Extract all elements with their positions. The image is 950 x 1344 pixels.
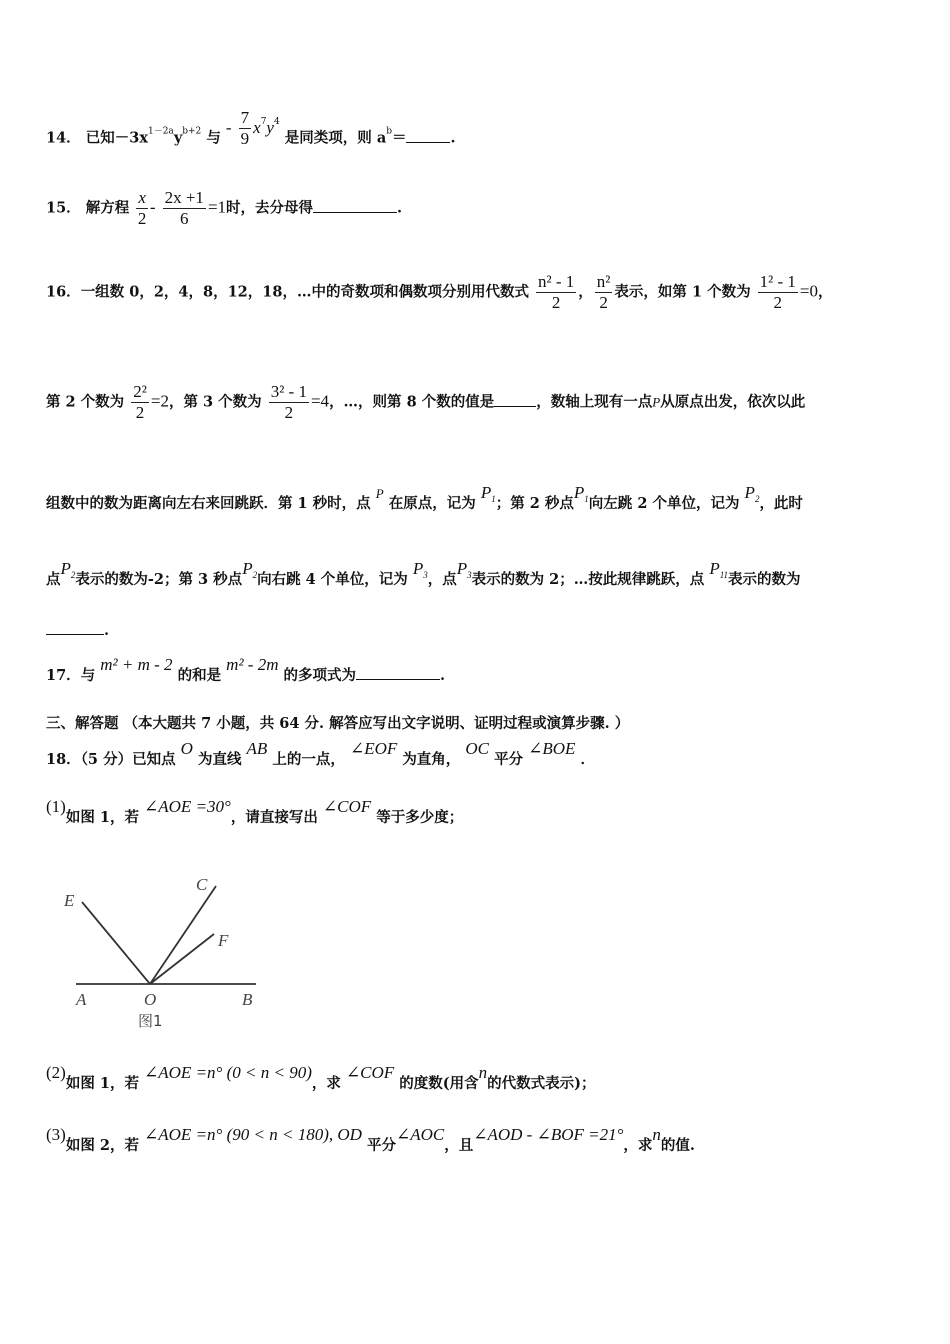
q17-end: .: [440, 667, 446, 684]
q16-l4-p2b: [242, 559, 257, 578]
q16-l4-e: 表示的数为 2；…按此规律跳跃，点: [471, 571, 705, 588]
q16-l4-p2: [61, 559, 76, 578]
q16-frac-ex1-den: 2: [773, 293, 783, 312]
figure-1-caption: 图1: [138, 1012, 163, 1030]
label-b: B: [242, 990, 253, 1009]
q16-l3-p1-letter: P: [480, 483, 492, 502]
q16-l3-p2-sub: 2: [754, 494, 760, 504]
figure-1: [56, 868, 276, 1038]
q15-f1-num: x: [138, 188, 146, 207]
q16-l4-p2-letter: P: [60, 559, 71, 578]
q16-l3-p: P: [375, 486, 384, 501]
q18-p3-n: n: [652, 1125, 661, 1144]
q16-l3-p1-sub: 1: [491, 494, 496, 504]
q16-frac-odd-den: 2: [551, 293, 561, 312]
q16-l3-p2-letter: P: [744, 483, 755, 502]
q16-frac-ex3-den: 2: [284, 403, 294, 422]
q17-number: 17．: [46, 667, 81, 684]
q15-f2-num: 2x +1: [164, 188, 204, 207]
q18-p3-expr2: ∠AOD - ∠BOF =21°: [473, 1125, 624, 1144]
q14-ab-exp: b: [386, 126, 392, 137]
q14-eq: ＝: [391, 129, 407, 147]
q16-frac-even-den: 2: [599, 293, 608, 312]
q16-answer-blank-2: [46, 620, 104, 635]
ray-of: [150, 934, 214, 984]
q18-p3-e: 的值.: [660, 1137, 695, 1154]
q18-part-1: [46, 797, 464, 827]
q14-frac-den: 9: [240, 129, 250, 148]
q15-f1-den: 2: [137, 209, 147, 228]
q16-text-2: 表示，如第 1 个数为: [614, 283, 751, 301]
q18-part-2: [46, 1063, 596, 1093]
q16-l2-d: ，数轴上现有一点: [536, 393, 653, 411]
q14-exp2: b+2: [182, 126, 202, 137]
q18-p2-num: (2): [46, 1063, 66, 1082]
q15-fraction-2: [163, 188, 206, 229]
q18-p1-num: (1): [46, 797, 66, 816]
q18-p2-n: n: [478, 1063, 488, 1082]
q18-p3-a: 如图 2，若: [65, 1137, 139, 1154]
ray-oe: [82, 902, 150, 984]
q16-l3-p2: [745, 483, 760, 502]
q18-point-o: O: [180, 739, 193, 758]
q14-var-y: y: [266, 117, 274, 137]
q16-l4-f: 表示的数为: [728, 571, 801, 588]
q16-l3-a: 组数中的数为距离向左右来回跳跃．第 1 秒时，点: [46, 495, 371, 512]
q17-answer-blank: [356, 665, 440, 680]
q18-angle-boe: ∠BOE: [528, 739, 576, 758]
q16-frac-odd: [536, 272, 576, 313]
q14-neg: -: [225, 117, 232, 137]
question-15: [46, 188, 402, 229]
q16-l3-d: 向左跳 2 个单位，记为: [588, 495, 740, 512]
q16-comma: ，: [578, 283, 593, 301]
q16-l4-p11-sub: 11: [719, 570, 729, 580]
q16-l3-p1: [481, 483, 496, 502]
q18-t5: ．: [580, 751, 595, 768]
question-17: [46, 655, 446, 685]
q18-angle-eof: ∠EOF: [349, 739, 398, 758]
q16-l3-b: 在原点，记为: [388, 495, 476, 512]
q18-p1-cof: ∠COF: [322, 797, 372, 816]
q16-frac-ex3: [269, 382, 309, 423]
q14-y-exp: 4: [273, 116, 280, 127]
q16-l2-c: ，…，则第 8 个数的值是: [329, 393, 495, 411]
q18-t1: 为直线: [197, 751, 242, 768]
q16-text-1: 一组数 0，2，4，8，12，18，…中的奇数项和偶数项分别用代数式: [80, 283, 529, 301]
q18-p3-c: ，且: [444, 1137, 474, 1154]
q15-minus: -: [149, 197, 156, 217]
q18-p1-expr: ∠AOE =30°: [144, 797, 231, 816]
q16-frac-ex1: [758, 272, 798, 313]
q14-text-pre: 已知－3x: [85, 129, 148, 147]
ray-oc: [150, 886, 216, 984]
q16-l1-end: ，: [818, 283, 833, 301]
q14-fraction: [239, 108, 252, 149]
q16-l4-p3b-letter: P: [456, 559, 468, 578]
q16-frac-ex2-den: 2: [135, 403, 145, 422]
q18-p3-num: (3): [46, 1125, 66, 1144]
label-c: C: [196, 875, 208, 894]
q14-end: .: [450, 129, 456, 147]
q14-y: y: [173, 129, 183, 147]
q17-expr2: m² - 2m: [226, 655, 279, 674]
q16-ex2-eq: =2: [150, 391, 169, 411]
q15-answer-blank: [313, 198, 397, 213]
q16-frac-ex2-num: 2²: [133, 382, 147, 401]
q16-l4-b: 表示的数为-2；第 3 秒点: [75, 571, 243, 588]
q16-frac-even-num: n²: [596, 272, 611, 291]
q16-frac-even: [595, 272, 613, 313]
q17-mid: 的和是: [177, 667, 222, 684]
q14-x-exp: 7: [260, 116, 267, 127]
q14-frac-num: 7: [240, 108, 250, 127]
q16-l2-e: 从原点出发，依次以此: [660, 393, 806, 411]
q16-l4-a: 点: [46, 571, 61, 588]
q16-point-p: P: [652, 394, 661, 410]
q15-post: 时，去分母得: [226, 199, 314, 217]
q16-frac-ex3-num: 3² - 1: [270, 382, 307, 401]
q18-p1-c: 等于多少度；: [376, 809, 464, 826]
q16-answer-blank-1: [494, 392, 536, 407]
q14-post: 是同类项，则 a: [284, 129, 387, 147]
question-18: [46, 739, 595, 769]
q16-frac-ex2: [131, 382, 149, 423]
q18-p2-c: 的度数(用含: [399, 1075, 479, 1092]
q16-l4-p3-letter: P: [412, 559, 424, 578]
q16-ex1-eq: =0: [799, 281, 818, 301]
q16-l5-end: .: [104, 622, 110, 639]
label-e: E: [64, 891, 75, 910]
q18-p2-d: 的代数式表示)；: [487, 1075, 596, 1092]
q16-l4-p11: [709, 559, 728, 578]
label-a: A: [76, 990, 87, 1009]
label-o: O: [144, 990, 157, 1009]
q16-l4-p2b-letter: P: [242, 559, 253, 578]
label-f: F: [218, 931, 229, 950]
q16-l4-c: 向右跳 4 个单位，记为: [257, 571, 408, 588]
question-16-line-4: [46, 559, 801, 590]
q18-score: （5 分）已知点: [80, 751, 176, 768]
q14-var-x: x: [253, 117, 261, 137]
q16-frac-ex1-num: 1² - 1: [759, 272, 796, 291]
q16-l4-d: ，点: [427, 571, 457, 588]
q16-l2-b: ，第 3 个数为: [168, 393, 262, 411]
q16-l3-p1b-letter: P: [573, 483, 585, 502]
q16-l3-p1b: [574, 483, 589, 502]
q14-answer-blank: [406, 128, 450, 143]
q16-l4-p2-sub: 2: [70, 570, 76, 580]
q16-l3-e: ，此时: [759, 495, 803, 512]
q15-f2-den: 6: [180, 209, 189, 228]
q16-l4-p3b: [457, 559, 472, 578]
q18-t2: 上的一点，: [272, 751, 345, 768]
q17-post: 的多项式为: [283, 667, 357, 684]
q18-ray-oc: OC: [465, 739, 489, 758]
q18-p1-b: ，请直接写出: [230, 809, 318, 826]
q18-p3-expr: ∠AOE =n° (90 < n < 180), OD: [144, 1125, 362, 1144]
question-16-line-3: [46, 483, 803, 514]
q14-exp1: 1－2a: [147, 126, 174, 137]
q18-line-ab: AB: [246, 739, 268, 758]
q18-p2-cof: ∠COF: [345, 1063, 395, 1082]
q16-l2-a: 第 2 个数为: [46, 393, 125, 411]
q16-ex3-eq: =4: [310, 391, 330, 411]
q16-number: 16．: [46, 283, 81, 301]
q18-p2-expr: ∠AOE =n° (0 < n < 90): [144, 1063, 312, 1082]
q18-number: 18．: [46, 751, 81, 768]
q18-p1-a: 如图 1，若: [65, 809, 139, 826]
q15-end: .: [397, 199, 403, 217]
q16-l3-p1b-sub: 1: [584, 494, 589, 504]
q15-fraction-1: [136, 188, 148, 229]
q18-p3-aoc: ∠AOC: [395, 1125, 445, 1144]
q16-l4-p2b-sub: 2: [252, 570, 258, 580]
q16-l4-p3: [413, 559, 428, 578]
q18-p2-b: ，求: [311, 1075, 341, 1092]
q14-number: 14．: [46, 129, 81, 147]
q18-t3: 为直角，: [402, 751, 461, 768]
q18-p3-b: 平分: [366, 1137, 396, 1154]
q18-t4: 平分: [494, 751, 524, 768]
q17-pre: 与: [80, 667, 96, 684]
q16-l4-p3b-sub: 3: [467, 570, 472, 580]
q18-p2-a: 如图 1，若: [65, 1075, 139, 1092]
q15-number: 15．: [46, 199, 81, 217]
section-3-heading: 三、解答题 （本大题共 7 小题，共 64 分. 解答应写出文字说明、证明过程或演算步骤. ）: [46, 715, 630, 732]
q17-expr1: m² + m - 2: [100, 655, 173, 674]
q18-part-3: [46, 1125, 695, 1155]
question-14: [46, 108, 456, 159]
q16-l4-p11-letter: P: [709, 559, 720, 578]
q16-l4-p3-sub: 3: [423, 570, 428, 580]
q16-l3-c: ；第 2 秒点: [495, 495, 574, 512]
question-16-line-1: [46, 272, 833, 313]
q18-p3-d: ，求: [623, 1137, 653, 1154]
q14-mid: 与: [206, 129, 221, 147]
question-16-line-2: [46, 382, 805, 423]
question-16-line-5: [46, 620, 109, 639]
q15-pre: 解方程: [85, 199, 130, 217]
q15-eq: =1: [207, 197, 227, 217]
q16-frac-odd-num: n² - 1: [538, 272, 575, 291]
